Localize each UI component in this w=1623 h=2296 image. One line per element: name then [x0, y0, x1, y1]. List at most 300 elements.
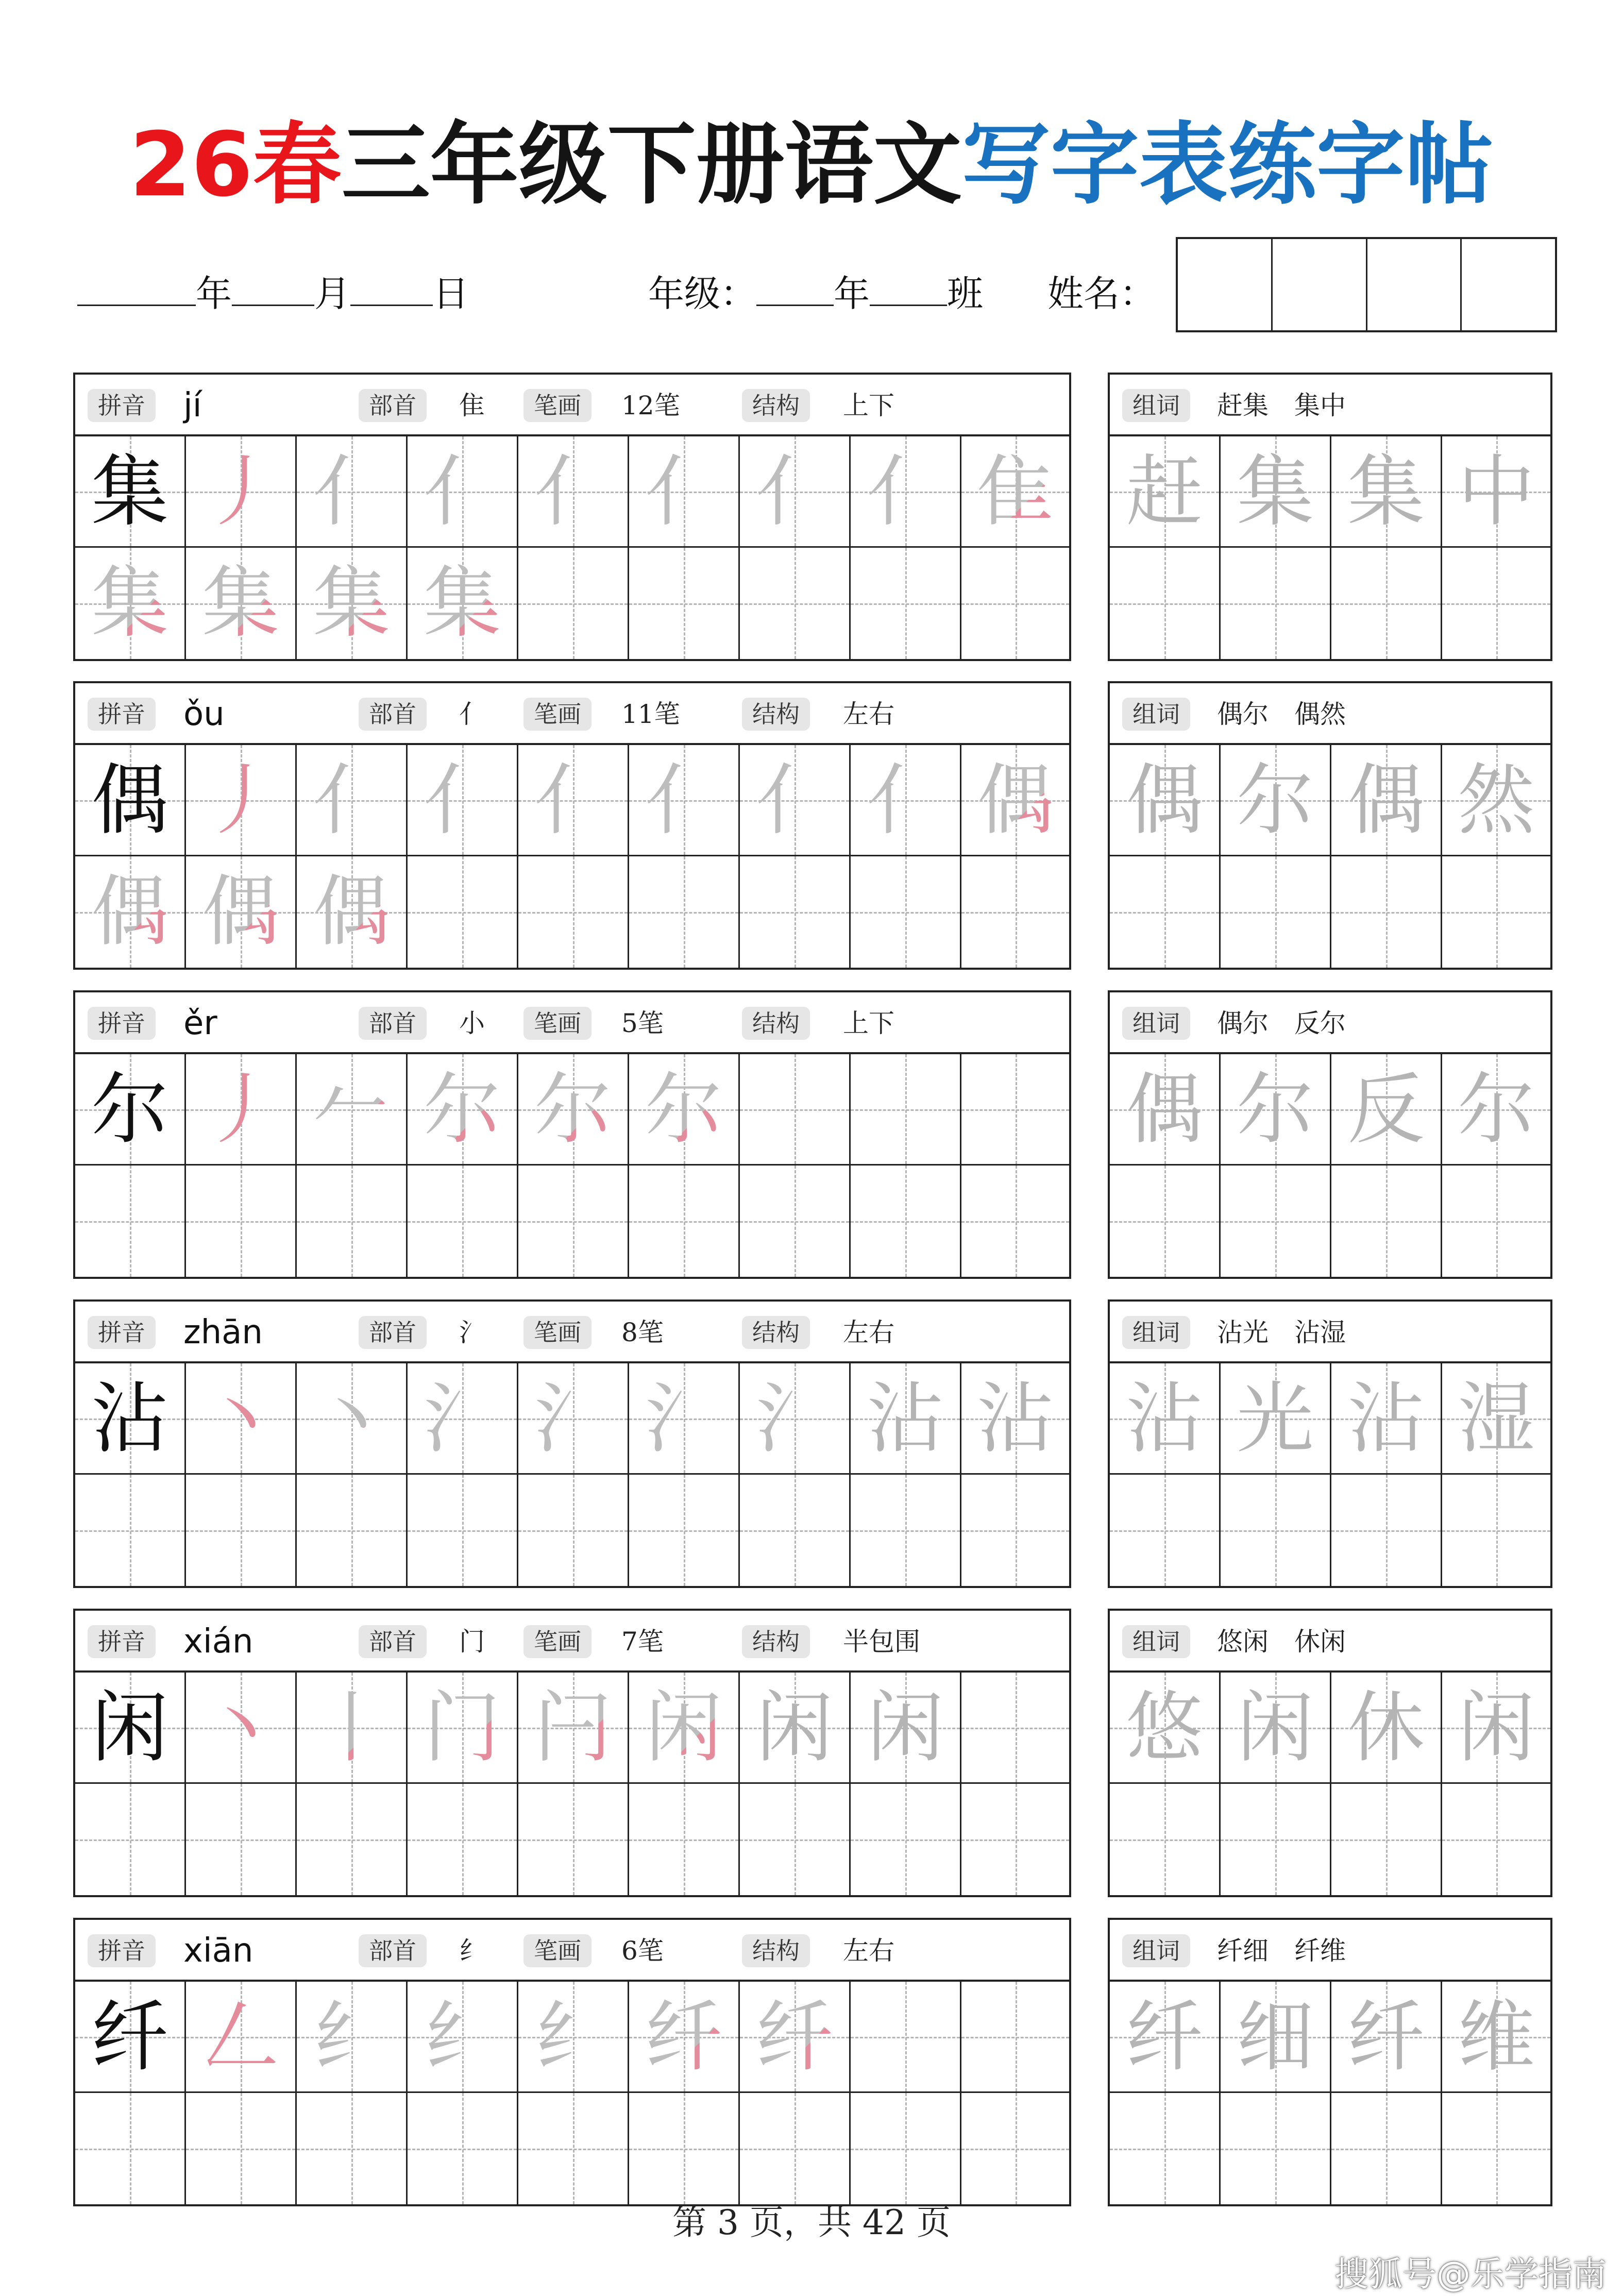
practice-cell[interactable]	[629, 436, 740, 548]
word-trace-character: 偶	[1347, 756, 1425, 846]
practice-cell[interactable]	[186, 1363, 297, 1475]
stroke-step-character: 亻	[629, 745, 738, 855]
practice-cell[interactable]	[408, 745, 518, 856]
practice-cell[interactable]	[740, 856, 851, 968]
word-trace-character: 维	[1457, 1993, 1535, 2082]
practice-cell[interactable]	[629, 1673, 740, 1784]
words-header	[1110, 992, 1550, 1054]
word-practice-cell[interactable]	[1442, 745, 1550, 856]
practice-cell[interactable]	[740, 1475, 851, 1586]
stroke-step-character: 氵	[518, 1363, 628, 1473]
model-character-cell	[75, 436, 186, 548]
practice-cell[interactable]	[75, 1166, 186, 1277]
pinyin-value: zhān	[183, 1313, 263, 1352]
stroke-step-character: 亻	[518, 745, 628, 855]
practice-cell[interactable]	[408, 1166, 518, 1277]
practice-cell[interactable]	[851, 856, 961, 968]
char-practice-block	[73, 1918, 1071, 2206]
words-header	[1110, 1302, 1550, 1363]
grade-label: 年级：	[648, 273, 756, 315]
practice-cell[interactable]	[851, 1475, 961, 1586]
word-practice-block	[1108, 1609, 1552, 1897]
grade-line	[648, 263, 983, 325]
stroke-step-character: 偶	[297, 856, 406, 968]
model-character-cell	[75, 1982, 186, 2093]
stroke-step-character: 沾	[976, 1374, 1054, 1464]
practice-cell[interactable]	[961, 548, 1069, 659]
word-trace-character: 赶	[1125, 447, 1203, 537]
word-practice-cell[interactable]	[1331, 1166, 1442, 1277]
structure-label: 结构	[742, 389, 810, 422]
words-value: 偶尔 反尔	[1217, 1008, 1346, 1038]
stroke-step-character: 偶	[961, 745, 1069, 855]
practice-cell[interactable]	[408, 1982, 518, 2093]
practice-cell[interactable]	[408, 1475, 518, 1586]
char-info-header	[75, 683, 1069, 745]
practice-cell[interactable]	[186, 745, 297, 856]
model-character-cell	[75, 1054, 186, 1166]
practice-cell[interactable]	[740, 745, 851, 856]
word-trace-character: 偶	[1125, 1065, 1203, 1155]
practice-cell[interactable]	[297, 1982, 408, 2093]
practice-cell[interactable]	[518, 1784, 629, 1895]
name-box[interactable]	[1178, 239, 1273, 330]
stroke-step-character: 亻	[297, 436, 406, 546]
stroke-step-character: 尔	[629, 1054, 738, 1164]
word-trace-character: 湿	[1457, 1374, 1535, 1464]
word-practice-cell[interactable]	[1110, 1166, 1221, 1277]
word-practice-block	[1108, 681, 1552, 970]
practice-cell[interactable]	[961, 856, 1069, 968]
structure-label: 结构	[742, 698, 810, 731]
word-trace-character: 纤	[1125, 1993, 1203, 2082]
practice-cell[interactable]	[851, 1673, 961, 1784]
stroke-step-character: 𠃋	[201, 1993, 279, 2082]
name-box[interactable]	[1273, 239, 1367, 330]
date-line	[77, 263, 469, 325]
title-part-grade: 三年级下册语文	[341, 113, 962, 216]
practice-cell[interactable]	[740, 1673, 851, 1784]
word-practice-cell[interactable]	[1442, 1784, 1550, 1895]
word-trace-character: 闲	[1236, 1683, 1314, 1773]
stroke-step-character: 沾	[866, 1374, 944, 1464]
watermark: 搜狐号@乐学指南	[1334, 2254, 1607, 2294]
practice-cell[interactable]	[961, 1054, 1069, 1166]
name-box[interactable]	[1367, 239, 1462, 330]
practice-cell[interactable]	[518, 856, 629, 968]
practice-cell[interactable]	[297, 745, 408, 856]
practice-cell[interactable]	[518, 1475, 629, 1586]
word-practice-block	[1108, 373, 1552, 661]
stroke-step-character: 丨	[297, 1673, 406, 1782]
practice-cell[interactable]	[961, 1363, 1069, 1475]
practice-cell[interactable]	[851, 1982, 961, 2093]
word-practice-cell[interactable]	[1442, 1475, 1550, 1586]
structure-value: 上下	[843, 1008, 894, 1038]
stroke-step-character: 纤	[740, 1982, 849, 2091]
strokes-value: 5笔	[621, 1008, 664, 1038]
stroke-step-character: 集	[408, 548, 517, 659]
word-practice-cell[interactable]	[1331, 1363, 1442, 1475]
radical-label: 部首	[359, 1007, 427, 1040]
word-practice-cell[interactable]	[1221, 1475, 1331, 1586]
radical-label: 部首	[359, 389, 427, 422]
practice-cell[interactable]	[186, 856, 297, 968]
words-header	[1110, 683, 1550, 745]
grade-class-blank[interactable]	[870, 263, 947, 306]
model-character: 尔	[91, 1065, 168, 1155]
name-label: 姓名：	[1047, 273, 1156, 315]
word-practice-cell[interactable]	[1221, 548, 1331, 659]
word-practice-cell[interactable]	[1331, 745, 1442, 856]
practice-cell[interactable]	[740, 1363, 851, 1475]
words-header	[1110, 1611, 1550, 1673]
practice-cell[interactable]	[75, 856, 186, 968]
model-character: 偶	[91, 756, 168, 846]
word-practice-cell[interactable]	[1442, 2093, 1550, 2204]
word-trace-character: 闲	[1457, 1683, 1535, 1773]
practice-cell[interactable]	[408, 2093, 518, 2204]
stroke-step-character: 闲	[755, 1683, 833, 1773]
practice-cell[interactable]	[629, 1054, 740, 1166]
stroke-step-character: 亻	[629, 436, 738, 546]
practice-cell[interactable]	[408, 1784, 518, 1895]
word-practice-cell[interactable]	[1221, 1784, 1331, 1895]
word-practice-cell[interactable]	[1221, 436, 1331, 548]
word-trace-character: 反	[1347, 1065, 1425, 1155]
stroke-step-character: 亻	[408, 745, 517, 855]
practice-cell[interactable]	[297, 1054, 408, 1166]
name-box[interactable]	[1462, 239, 1555, 330]
practice-cell[interactable]	[629, 2093, 740, 2204]
words-label: 组词	[1122, 389, 1190, 422]
word-practice-cell[interactable]	[1331, 856, 1442, 968]
stroke-step-character: 纟	[297, 1982, 406, 2091]
practice-cell[interactable]	[297, 1363, 408, 1475]
practice-cell[interactable]	[629, 548, 740, 659]
stroke-step-character: 隹	[961, 436, 1069, 546]
model-character: 沾	[91, 1374, 168, 1464]
practice-cell[interactable]	[518, 1982, 629, 2093]
stroke-step-character: 丶	[201, 1683, 279, 1773]
year-blank[interactable]	[77, 263, 196, 306]
practice-cell[interactable]	[518, 1166, 629, 1277]
word-practice-cell[interactable]	[1331, 1784, 1442, 1895]
word-practice-cell[interactable]	[1442, 436, 1550, 548]
stroke-step-character: 纟	[408, 1982, 517, 2091]
practice-cell[interactable]	[186, 548, 297, 659]
word-practice-cell[interactable]	[1110, 436, 1221, 548]
word-practice-cell[interactable]	[1110, 1982, 1221, 2093]
practice-cell[interactable]	[851, 436, 961, 548]
word-trace-character: 中	[1457, 447, 1535, 537]
pinyin-label: 拼音	[88, 1934, 156, 1967]
model-character-cell	[75, 745, 186, 856]
word-practice-cell[interactable]	[1110, 1673, 1221, 1784]
word-practice-cell[interactable]	[1331, 1982, 1442, 2093]
practice-cell[interactable]	[740, 2093, 851, 2204]
stroke-step-character: 亻	[851, 436, 960, 546]
practice-cell[interactable]	[297, 436, 408, 548]
char-practice-block	[73, 1299, 1071, 1588]
stroke-step-character: 闩	[518, 1673, 628, 1782]
stroke-step-character: 纤	[629, 1982, 738, 2091]
practice-cell[interactable]	[740, 1982, 851, 2093]
practice-cell[interactable]	[629, 1363, 740, 1475]
words-value: 纤细 纤维	[1217, 1936, 1346, 1966]
practice-cell[interactable]	[740, 436, 851, 548]
month-blank[interactable]	[232, 263, 314, 306]
word-practice-cell[interactable]	[1110, 1363, 1221, 1475]
stroke-step-character: 氵	[408, 1363, 517, 1473]
word-practice-cell[interactable]	[1442, 1363, 1550, 1475]
practice-cell[interactable]	[518, 1363, 629, 1475]
practice-cell[interactable]	[961, 1166, 1069, 1277]
practice-cell[interactable]	[408, 856, 518, 968]
word-trace-character: 尔	[1236, 1065, 1314, 1155]
radical-label: 部首	[359, 1934, 427, 1967]
model-character: 闲	[91, 1683, 168, 1773]
radical-value: 纟	[459, 1936, 485, 1966]
practice-cell[interactable]	[408, 1673, 518, 1784]
stroke-step-character: 氵	[629, 1363, 738, 1473]
practice-cell[interactable]	[629, 1166, 740, 1277]
day-blank[interactable]	[350, 263, 433, 306]
stroke-step-character: 闲	[866, 1683, 944, 1773]
words-value: 悠闲 休闲	[1217, 1627, 1346, 1657]
practice-cell[interactable]	[186, 1784, 297, 1895]
grade-year-label: 年	[834, 273, 870, 315]
stroke-step-character: 丿	[201, 1065, 279, 1155]
stroke-step-character: 尔	[408, 1054, 517, 1164]
structure-value: 左右	[843, 1318, 894, 1347]
practice-cell[interactable]	[518, 745, 629, 856]
word-practice-cell[interactable]	[1221, 745, 1331, 856]
practice-cell[interactable]	[518, 1054, 629, 1166]
practice-cell[interactable]	[851, 1784, 961, 1895]
pinyin-label: 拼音	[88, 1625, 156, 1658]
stroke-step-character: 集	[186, 548, 295, 659]
word-practice-cell[interactable]	[1331, 1054, 1442, 1166]
practice-cell[interactable]	[186, 1054, 297, 1166]
word-practice-cell[interactable]	[1110, 2093, 1221, 2204]
practice-cell[interactable]	[961, 1784, 1069, 1895]
stroke-step-character: 丶	[297, 1363, 406, 1473]
radical-value: 门	[459, 1627, 485, 1657]
stroke-step-character: 亻	[851, 745, 960, 855]
word-practice-cell[interactable]	[1442, 1982, 1550, 2093]
practice-cell[interactable]	[518, 1673, 629, 1784]
model-character: 纤	[91, 1993, 168, 2082]
practice-cell[interactable]	[740, 1784, 851, 1895]
stroke-step-character: 集	[75, 548, 184, 659]
word-practice-cell[interactable]	[1442, 1166, 1550, 1277]
word-practice-block	[1108, 1918, 1552, 2206]
grade-class-label: 班	[947, 273, 983, 315]
practice-cell[interactable]	[851, 1054, 961, 1166]
char-info-header	[75, 992, 1069, 1054]
practice-cell[interactable]	[297, 2093, 408, 2204]
practice-cell[interactable]	[186, 436, 297, 548]
practice-cell[interactable]	[75, 1475, 186, 1586]
char-info-header	[75, 1920, 1069, 1982]
stroke-step-character: 纟	[518, 1982, 628, 2091]
stroke-step-character: 亻	[740, 745, 849, 855]
practice-cell[interactable]	[740, 548, 851, 659]
practice-cell[interactable]	[961, 436, 1069, 548]
practice-cell[interactable]	[961, 2093, 1069, 2204]
char-practice-block	[73, 1609, 1071, 1897]
pinyin-label: 拼音	[88, 1007, 156, 1040]
word-trace-character: 集	[1236, 447, 1314, 537]
practice-cell[interactable]	[629, 1784, 740, 1895]
words-header	[1110, 375, 1550, 436]
word-trace-character: 尔	[1236, 756, 1314, 846]
practice-cell[interactable]	[740, 1166, 851, 1277]
words-label: 组词	[1122, 1007, 1190, 1040]
word-practice-cell[interactable]	[1221, 856, 1331, 968]
practice-cell[interactable]	[186, 1673, 297, 1784]
word-practice-cell[interactable]	[1331, 1475, 1442, 1586]
word-trace-character: 沾	[1347, 1374, 1425, 1464]
practice-cell[interactable]	[408, 1054, 518, 1166]
words-label: 组词	[1122, 1316, 1190, 1349]
word-practice-cell[interactable]	[1110, 1475, 1221, 1586]
stroke-step-character: 集	[297, 548, 406, 659]
practice-cell[interactable]	[297, 548, 408, 659]
practice-cell[interactable]	[851, 2093, 961, 2204]
char-practice-block	[73, 681, 1071, 970]
radical-label: 部首	[359, 1316, 427, 1349]
name-boxes[interactable]	[1176, 237, 1557, 332]
practice-cell[interactable]	[75, 1784, 186, 1895]
practice-cell[interactable]	[629, 745, 740, 856]
practice-cell[interactable]	[408, 1363, 518, 1475]
practice-cell[interactable]	[740, 1054, 851, 1166]
stroke-step-character: 偶	[186, 856, 295, 968]
practice-cell[interactable]	[629, 1475, 740, 1586]
word-trace-character: 集	[1347, 447, 1425, 537]
strokes-label: 笔画	[523, 1316, 591, 1349]
word-trace-character: 纤	[1347, 1993, 1425, 2082]
word-trace-character: 细	[1236, 1993, 1314, 2082]
practice-cell[interactable]	[961, 1673, 1069, 1784]
page-footer: 第 3 页，共 42 页	[672, 2203, 951, 2242]
practice-cell[interactable]	[518, 548, 629, 659]
word-practice-cell[interactable]	[1442, 856, 1550, 968]
strokes-label: 笔画	[523, 1007, 591, 1040]
structure-label: 结构	[742, 1625, 810, 1658]
word-practice-cell[interactable]	[1331, 548, 1442, 659]
practice-cell[interactable]	[851, 1363, 961, 1475]
practice-cell[interactable]	[518, 436, 629, 548]
word-trace-character: 偶	[1125, 756, 1203, 846]
char-practice-block	[73, 373, 1071, 661]
practice-cell[interactable]	[186, 1166, 297, 1277]
word-practice-cell[interactable]	[1110, 745, 1221, 856]
radical-label: 部首	[359, 1625, 427, 1658]
practice-cell[interactable]	[297, 1475, 408, 1586]
word-practice-cell[interactable]	[1221, 1673, 1331, 1784]
practice-cell[interactable]	[408, 548, 518, 659]
word-practice-cell[interactable]	[1442, 548, 1550, 659]
pinyin-value: jí	[183, 386, 202, 425]
word-practice-cell[interactable]	[1331, 2093, 1442, 2204]
word-practice-cell[interactable]	[1221, 1054, 1331, 1166]
practice-cell[interactable]	[75, 2093, 186, 2204]
structure-value: 上下	[843, 391, 894, 420]
char-info-header	[75, 1302, 1069, 1363]
word-practice-cell[interactable]	[1221, 1363, 1331, 1475]
practice-cell[interactable]	[297, 856, 408, 968]
words-value: 沾光 沾湿	[1217, 1318, 1346, 1347]
practice-cell[interactable]	[297, 1784, 408, 1895]
stroke-step-character: 丿	[201, 756, 279, 846]
word-practice-cell[interactable]	[1110, 856, 1221, 968]
practice-cell[interactable]	[408, 436, 518, 548]
practice-cell[interactable]	[851, 745, 961, 856]
practice-cell[interactable]	[629, 856, 740, 968]
practice-cell[interactable]	[186, 1982, 297, 2093]
pinyin-value: xiān	[183, 1932, 253, 1970]
strokes-value: 12笔	[621, 391, 680, 420]
radical-value: 隹	[459, 391, 485, 420]
stroke-step-character: 𠂉	[297, 1054, 406, 1164]
practice-cell[interactable]	[961, 1475, 1069, 1586]
practice-cell[interactable]	[186, 2093, 297, 2204]
stroke-step-character: 氵	[740, 1363, 849, 1473]
practice-cell[interactable]	[851, 548, 961, 659]
word-practice-cell[interactable]	[1331, 436, 1442, 548]
word-practice-cell[interactable]	[1331, 1673, 1442, 1784]
model-character-cell	[75, 1363, 186, 1475]
stroke-step-character: 亻	[740, 436, 849, 546]
char-info-header	[75, 375, 1069, 436]
stroke-step-character: 门	[408, 1673, 517, 1782]
word-practice-cell[interactable]	[1110, 548, 1221, 659]
practice-cell[interactable]	[961, 1982, 1069, 2093]
practice-cell[interactable]	[961, 745, 1069, 856]
day-label: 日	[433, 273, 469, 315]
word-practice-cell[interactable]	[1110, 1784, 1221, 1895]
pinyin-value: ěr	[183, 1004, 217, 1042]
page-title	[0, 108, 1623, 222]
grade-year-blank[interactable]	[756, 263, 834, 306]
month-label: 月	[314, 273, 350, 315]
pinyin-value: xián	[183, 1623, 253, 1661]
char-info-header	[75, 1611, 1069, 1673]
word-practice-cell[interactable]	[1221, 1982, 1331, 2093]
structure-value: 半包围	[843, 1627, 920, 1657]
practice-cell[interactable]	[75, 548, 186, 659]
model-character: 集	[91, 447, 168, 537]
word-practice-cell[interactable]	[1110, 1054, 1221, 1166]
practice-cell[interactable]	[851, 1166, 961, 1277]
practice-cell[interactable]	[297, 1166, 408, 1277]
word-practice-cell[interactable]	[1221, 1166, 1331, 1277]
word-practice-cell[interactable]	[1221, 2093, 1331, 2204]
practice-cell[interactable]	[518, 2093, 629, 2204]
word-practice-cell[interactable]	[1442, 1054, 1550, 1166]
practice-cell[interactable]	[186, 1475, 297, 1586]
words-value: 赶集 集中	[1217, 391, 1346, 420]
word-practice-block	[1108, 990, 1552, 1279]
words-label: 组词	[1122, 1934, 1190, 1967]
practice-cell[interactable]	[297, 1673, 408, 1784]
word-trace-character: 沾	[1125, 1374, 1203, 1464]
practice-cell[interactable]	[629, 1982, 740, 2093]
word-practice-cell[interactable]	[1442, 1673, 1550, 1784]
